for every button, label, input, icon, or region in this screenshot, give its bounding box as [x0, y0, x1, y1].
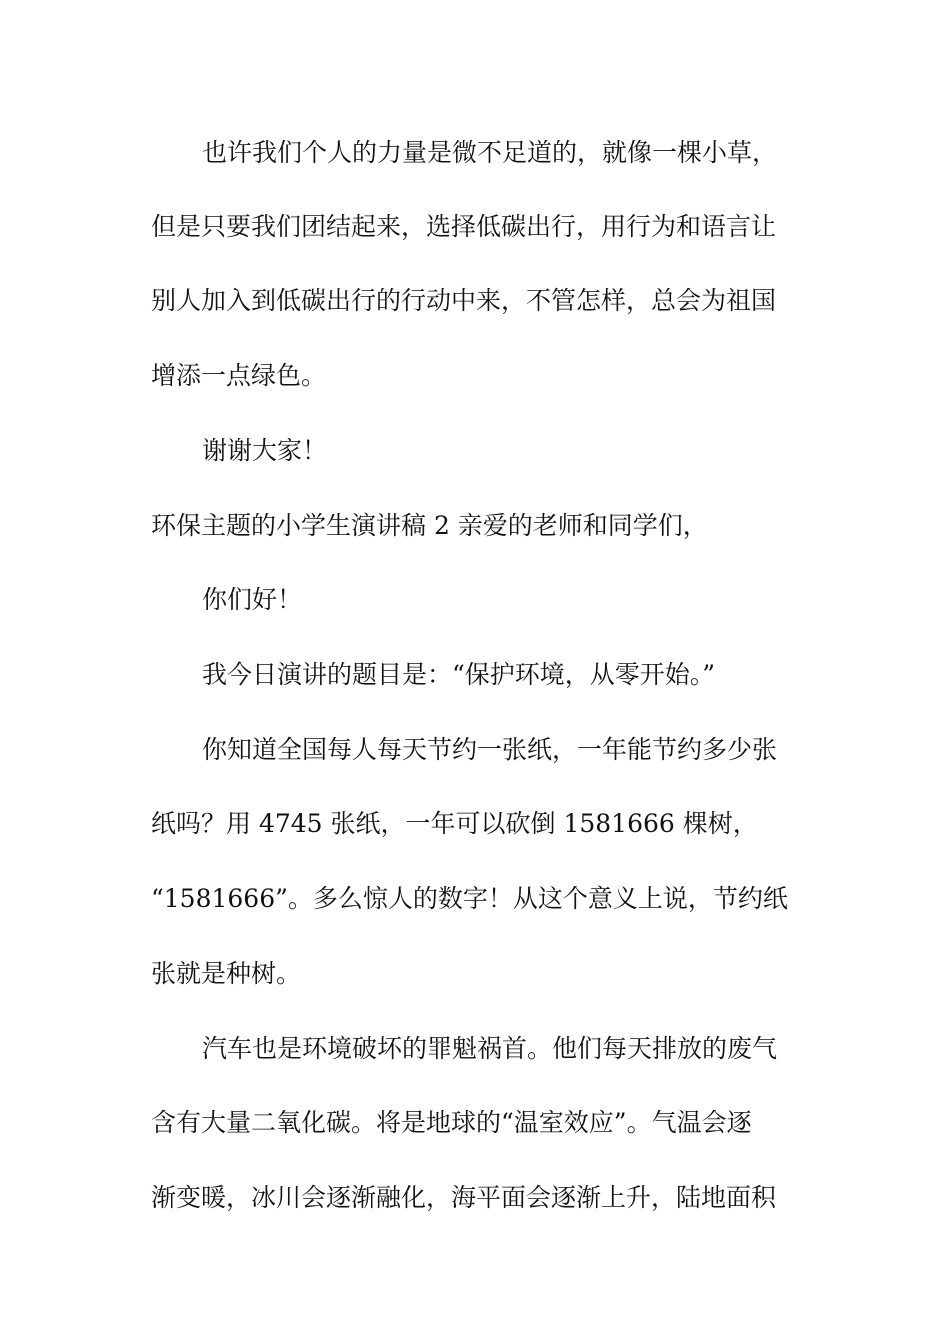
paragraph-line: 渐变暖，冰川会逐渐融化，海平面会逐渐上升，陆地面积: [151, 1183, 777, 1212]
paragraph-line: 也许我们个人的力量是微不足道的，就像一棵小草，: [202, 138, 778, 167]
paragraph-line: 汽车也是环境破坏的罪魁祸首。他们每天排放的废气: [202, 1034, 778, 1063]
paragraph-line: 纸吗？用 4745 张纸，一年可以砍倒 1581666 棵树，: [151, 809, 758, 838]
paragraph-line: 但是只要我们团结起来，选择低碳出行，用行为和语言让: [151, 212, 777, 241]
paragraph-line: 含有大量二氧化碳。将是地球的“温室效应”。气温会逐: [151, 1108, 752, 1137]
paragraph-line: 增添一点绿色。: [151, 361, 327, 390]
paragraph-line: 张就是种树。: [151, 959, 302, 988]
paragraph-line: 谢谢大家！: [202, 436, 328, 465]
paragraph-line: 你知道全国每人每天节约一张纸，一年能节约多少张: [202, 735, 778, 764]
paragraph-line: 我今日演讲的题目是：“保护环境，从零开始。”: [202, 660, 716, 689]
paragraph-line: 别人加入到低碳出行的行动中来，不管怎样，总会为祖国: [151, 286, 777, 315]
paragraph-line: 你们好！: [202, 585, 303, 614]
paragraph-line: “1581666”。多么惊人的数字！从这个意义上说，节约纸: [151, 884, 788, 913]
heading-line: 环保主题的小学生演讲稿 2 亲爱的老师和同学们，: [151, 511, 708, 540]
